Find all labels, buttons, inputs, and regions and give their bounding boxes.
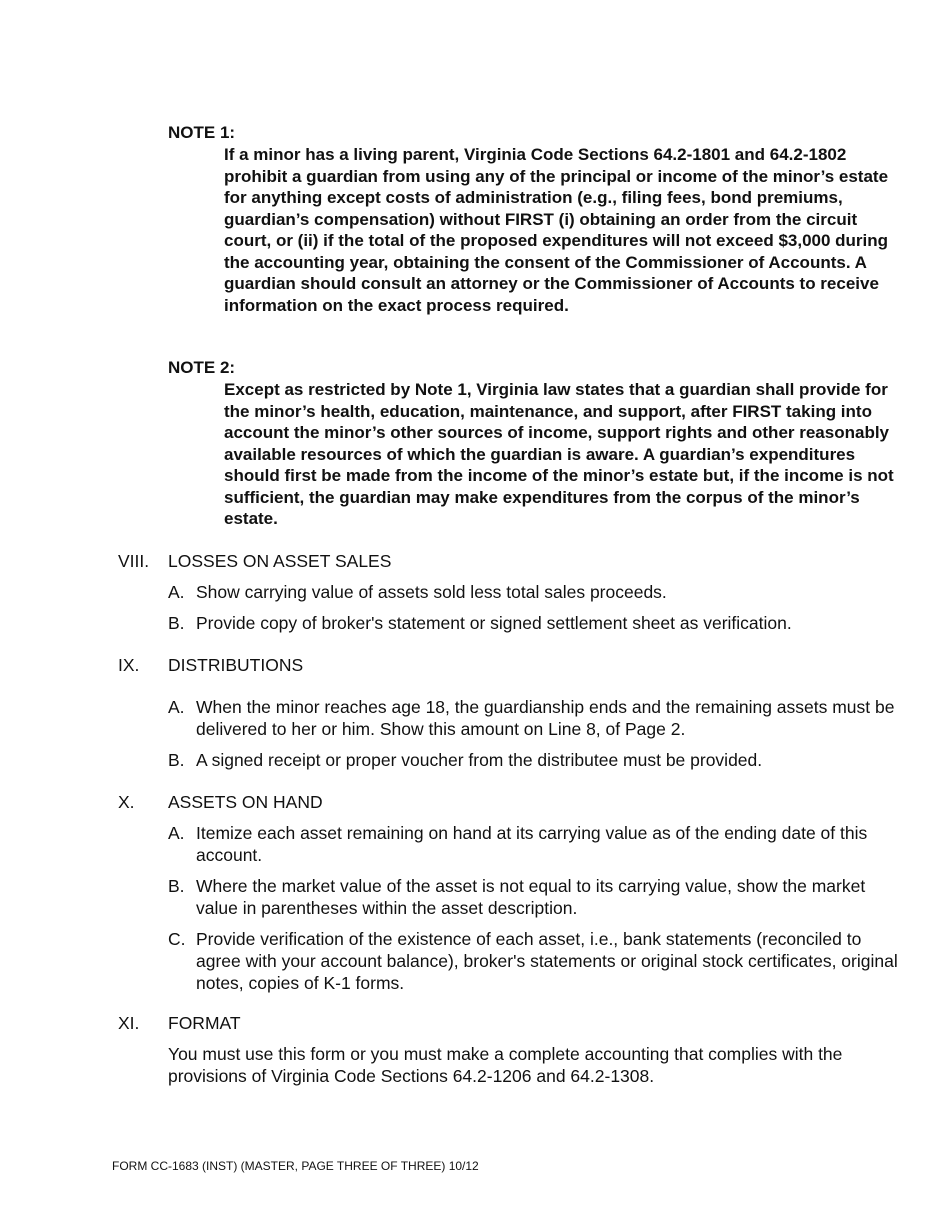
- section-heading: [118, 550, 908, 572]
- item-letter: B.: [168, 750, 185, 770]
- section-losses-on-asset-sales: [118, 550, 908, 634]
- section-assets-on-hand: [118, 791, 908, 994]
- list-item: [168, 928, 908, 994]
- section-heading: [118, 791, 908, 813]
- item-text: Provide copy of broker's statement or signed settlement sheet as verification.: [196, 613, 792, 633]
- section-title: LOSSES ON ASSET SALES: [168, 551, 392, 571]
- note-1-heading: NOTE 1:: [168, 123, 236, 142]
- item-text: Where the market value of the asset is not equal to its carrying value, show the market value in parentheses within the asset description.: [196, 876, 866, 918]
- item-letter: C.: [168, 929, 186, 949]
- list-item: [168, 612, 908, 634]
- section-number: IX.: [118, 655, 140, 675]
- list-item: [168, 749, 908, 771]
- section-number: X.: [118, 792, 135, 812]
- list-item: [168, 822, 908, 866]
- item-letter: B.: [168, 876, 185, 896]
- section-format: [118, 1012, 908, 1087]
- item-text: Itemize each asset remaining on hand at its carrying value as of the ending date of this account.: [196, 823, 868, 865]
- form-footer: FORM CC-1683 (INST) (MASTER, PAGE THREE OF THREE) 10/12: [112, 1159, 479, 1173]
- section-title: FORMAT: [168, 1013, 241, 1033]
- section-distributions: [118, 654, 908, 771]
- item-letter: A.: [168, 823, 185, 843]
- note-1-body: If a minor has a living parent, Virginia Code Sections 64.2-1801 and 64.2-1802 prohibit a guardian from using any of the principal or income of the minor’s estate for anything except costs of administration (e.g., filing fees, bond premiums, guardian’s compensation) without FIRST (i) obtaining an order from the circuit court, or (ii) if the total of the proposed expenditures will not exceed $3,000 during the accounting year, obtaining the consent of the Commissioner of Accounts. A guardian should consult an attorney or the Commissioner of Accounts to receive information on the exact process required.: [224, 145, 889, 315]
- item-text: When the minor reaches age 18, the guardianship ends and the remaining assets must be delivered to her or him. Show this amount on Line 8, of Page 2.: [196, 697, 895, 739]
- section-heading: [118, 1012, 908, 1034]
- section-paragraph: You must use this form or you must make a complete accounting that complies with the provisions of Virginia Code Sections 64.2-1206 and 64.2-1308.: [168, 1044, 843, 1086]
- list-item: [168, 696, 908, 740]
- section-title: DISTRIBUTIONS: [168, 655, 304, 675]
- section-number: XI.: [118, 1013, 140, 1033]
- note-1: [168, 122, 908, 316]
- item-letter: B.: [168, 613, 185, 633]
- item-letter: A.: [168, 582, 185, 602]
- item-letter: A.: [168, 697, 185, 717]
- section-title: ASSETS ON HAND: [168, 792, 323, 812]
- note-2: [168, 357, 908, 530]
- item-text: Provide verification of the existence of each asset, i.e., bank statements (reconciled to agree with your account balance), broker's statements or original stock certificates, original notes, copies of K-1 forms.: [196, 929, 898, 993]
- note-2-body: Except as restricted by Note 1, Virginia law states that a guardian shall provide for the minor’s health, education, maintenance, and support, after FIRST taking into account the minor’s other sources of income, support rights and other reasonably available resources of which the guardian is aware. A guardian’s expenditures should first be made from the income of the minor’s estate but, if the income is not sufficient, the guardian may make expenditures from the corpus of the minor’s estate.: [224, 380, 894, 528]
- list-item: [168, 875, 908, 919]
- item-text: Show carrying value of assets sold less total sales proceeds.: [196, 582, 667, 602]
- section-number: VIII.: [118, 551, 150, 571]
- item-text: A signed receipt or proper voucher from the distributee must be provided.: [196, 750, 763, 770]
- section-heading: [118, 654, 908, 676]
- list-item: [168, 581, 908, 603]
- note-2-heading: NOTE 2:: [168, 358, 236, 377]
